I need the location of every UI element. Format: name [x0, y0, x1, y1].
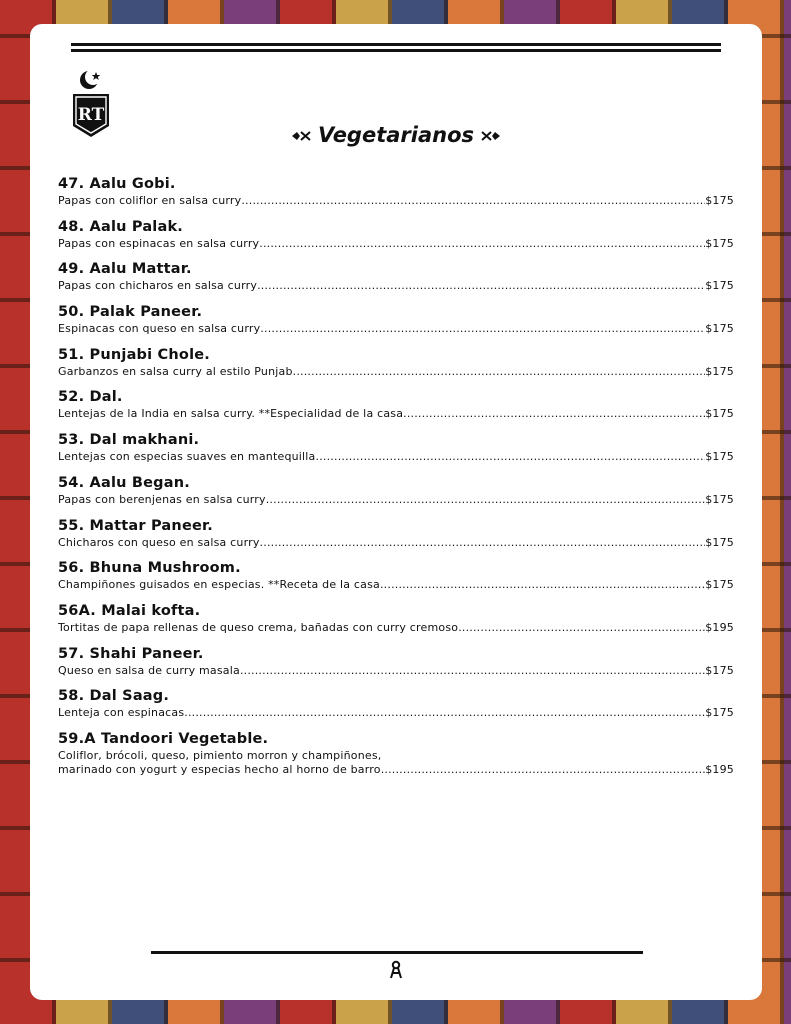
menu-item-list [58, 175, 734, 790]
item-name: 49. Aalu Mattar. [58, 261, 192, 278]
item-price: $175 [705, 279, 734, 293]
dot-leader [184, 706, 705, 720]
menu-item [58, 474, 734, 517]
top-double-rule [71, 43, 721, 52]
item-description: Espinacas con queso en salsa curry [58, 322, 261, 336]
item-name: 56A. Malai kofta. [58, 602, 201, 619]
item-description: Lentejas de la India en salsa curry. **Especialidad de la casa [58, 407, 404, 421]
dot-leader [241, 194, 705, 208]
item-description: Lentejas con especias suaves en mantequilla [58, 450, 316, 464]
item-name: 56. Bhuna Mushroom. [58, 560, 241, 577]
dot-leader [458, 621, 705, 635]
dot-leader [403, 407, 705, 421]
menu-page [30, 24, 762, 1000]
item-description: Champiñones guisados en especias. **Receta de la casa [58, 578, 380, 592]
item-name: 58. Dal Saag. [58, 688, 170, 705]
menu-item [58, 645, 734, 688]
item-name: 55. Mattar Paneer. [58, 517, 214, 534]
item-description: Queso en salsa de curry masala [58, 663, 240, 677]
item-price: $175 [705, 194, 734, 207]
dot-leader [240, 664, 705, 678]
item-description: Papas con berenjenas en salsa curry [58, 492, 266, 506]
item-name: 52. Dal. [58, 389, 123, 406]
item-price: $195 [705, 620, 734, 634]
menu-item [58, 517, 734, 560]
item-name: 51. Punjabi Chole. [58, 346, 210, 363]
item-description: Papas con chicharos en salsa curry [58, 279, 258, 293]
menu-item [58, 346, 734, 389]
item-name: 54. Aalu Began. [58, 474, 190, 491]
dot-leader [381, 763, 706, 777]
item-description: Papas con espinacas en salsa curry [58, 236, 260, 250]
item-price: $175 [705, 364, 734, 378]
dot-leader [380, 578, 705, 592]
item-description: Chicharos con queso en salsa curry [58, 535, 260, 549]
item-description: Lenteja con espinacas [58, 706, 185, 720]
menu-item [58, 559, 734, 602]
dot-leader [316, 450, 706, 464]
item-price: $175 [705, 663, 734, 677]
item-description-line-1: Coliflor, brócoli, queso, pimiento morron y champiñones, [58, 748, 382, 762]
menu-item [58, 218, 734, 261]
menu-item [58, 730, 734, 790]
menu-item [58, 303, 734, 346]
item-price: $175 [705, 322, 734, 336]
dot-leader [266, 493, 705, 507]
item-name: 57. Shahi Paneer. [58, 645, 204, 662]
item-name: 48. Aalu Palak. [58, 218, 184, 235]
section-title [30, 120, 762, 150]
item-description: Garbanzos en salsa curry al estilo Punjab [58, 364, 293, 378]
item-name: 50. Palak Paneer. [58, 304, 203, 321]
section-title-text: Vegetarianos [317, 123, 475, 147]
dot-leader [257, 279, 705, 293]
item-price: $175 [705, 450, 734, 464]
item-description: Papas con coliflor en salsa curry [58, 194, 242, 207]
logo-monogram: RT [77, 105, 105, 125]
menu-item [58, 687, 734, 730]
item-price: $175 [705, 236, 734, 250]
item-description: Tortitas de papa rellenas de queso crema, bañadas con curry cremoso [58, 620, 459, 634]
item-price: $175 [705, 706, 734, 720]
menu-item [58, 175, 734, 218]
item-price: $175 [705, 535, 734, 549]
item-name: 59.A Tandoori Vegetable. [58, 730, 269, 747]
item-price: $175 [705, 492, 734, 506]
right-ornament-icon [481, 130, 501, 142]
item-name: 53. Dal makhani. [58, 432, 200, 449]
ribbon-ornament-icon [389, 960, 403, 980]
bottom-rule [151, 951, 643, 954]
dot-leader [260, 536, 706, 550]
dot-leader [260, 322, 705, 336]
menu-item [58, 260, 734, 303]
item-price: $195 [705, 762, 734, 776]
item-price: $175 [705, 407, 734, 421]
left-ornament-icon [291, 130, 311, 142]
menu-item [58, 431, 734, 474]
menu-item [58, 388, 734, 431]
dot-leader [259, 237, 705, 251]
item-name: 47. Aalu Gobi. [58, 176, 176, 192]
menu-item [58, 602, 734, 645]
item-price: $175 [705, 578, 734, 592]
dot-leader [293, 365, 706, 379]
item-description-line-2: marinado con yogurt y especias hecho al horno de barro [58, 762, 381, 776]
crescent-star-icon [80, 70, 101, 89]
